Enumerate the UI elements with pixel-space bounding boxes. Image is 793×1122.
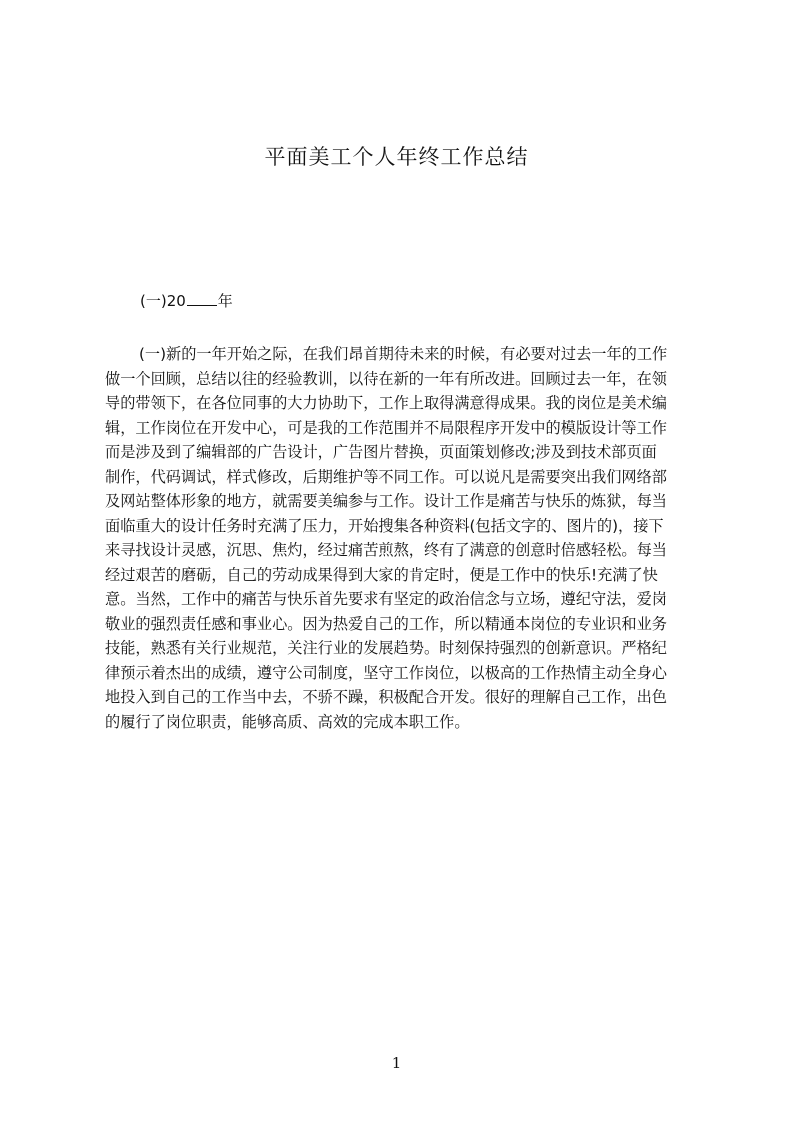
paragraph-line: 制作，代码调试，样式修改，后期维护等不同工作。可以说凡是需要突出我们网络部: [105, 467, 667, 486]
fill-in-blank: [187, 291, 217, 306]
paragraph-line: 敬业的强烈责任感和事业心。因为热爱自己的工作，所以精通本岗位的专业识和业务: [105, 614, 667, 633]
section-heading: [140, 290, 233, 311]
body-paragraph: [105, 342, 701, 734]
paragraph-line: 意。当然，工作中的痛苦与快乐首先要求有坚定的政治信念与立场，遵纪守法，爱岗: [105, 590, 667, 608]
paragraph-line: 导的带领下，在各位同事的大力协助下，工作上取得满意得成果。我的岗位是美术编: [105, 394, 667, 412]
paragraph-line: 做一个回顾，总结以往的经验教训，以待在新的一年有所改进。回顾过去一年，在领: [105, 369, 667, 388]
section-heading-suffix: 年: [217, 292, 233, 310]
paragraph-line: 技能，熟悉有关行业规范，关注行业的发展趋势。时刻保持强烈的创新意识。严格纪: [105, 639, 667, 657]
paragraph-line: (一)新的一年开始之际，在我们昂首期待未来的时候，有必要对过去一年的工作: [139, 345, 668, 363]
paragraph-line: 而是涉及到了编辑部的广告设计，广告图片替换，页面策划修改;涉及到技术部页面: [105, 443, 657, 461]
paragraph-line: 的履行了岗位职责，能够高质、高效的完成本职工作。: [105, 712, 470, 731]
paragraph-line: 及网站整体形象的地方，就需要美编参与工作。设计工作是痛苦与快乐的炼狱，每当: [105, 492, 667, 510]
section-heading-prefix: (一)20: [140, 292, 186, 310]
paragraph-line: 经过艰苦的磨砺，自己的劳动成果得到大家的肯定时，便是工作中的快乐!充满了快: [105, 565, 658, 584]
paragraph-line: 律预示着杰出的成绩，遵守公司制度，坚守工作岗位，以极高的工作热情主动全身心: [105, 663, 667, 682]
document-title: 平面美工个人年终工作总结: [264, 145, 529, 169]
page-number: 1: [391, 1054, 402, 1072]
paragraph-line: 来寻找设计灵感，沉思、焦灼，经过痛苦煎熬，终有了满意的创意时倍感轻松。每当: [105, 541, 667, 559]
paragraph-line: 辑，工作岗位在开发中心，可是我的工作范围并不局限程序开发中的模版设计等工作: [105, 418, 667, 437]
paragraph-line: 地投入到自己的工作当中去，不骄不躁，积极配合开发。很好的理解自己工作，出色: [105, 688, 667, 706]
paragraph-line: 面临重大的设计任务时充满了压力，开始搜集各种资料(包括文字的、图片的)，接下: [105, 516, 664, 535]
